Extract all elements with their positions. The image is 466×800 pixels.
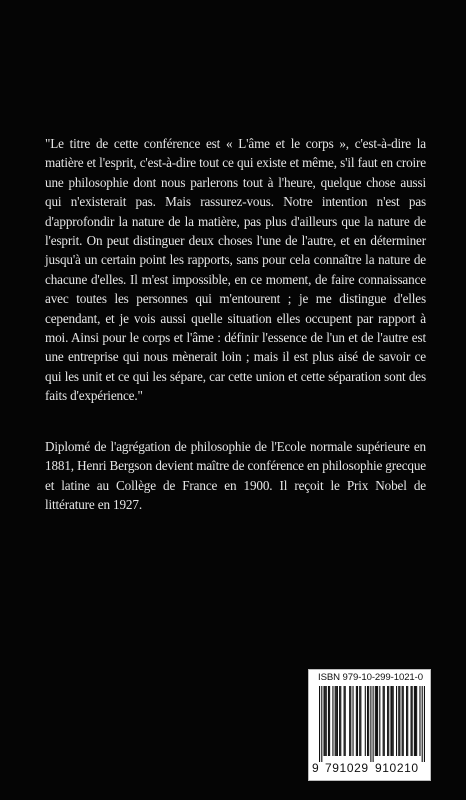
barcode-guard-bar xyxy=(319,686,320,762)
barcode-guard-bar xyxy=(373,686,374,762)
barcode-bar xyxy=(396,686,397,756)
barcode-bar xyxy=(360,686,361,756)
barcode-bar xyxy=(387,686,388,756)
barcode-bar xyxy=(325,686,326,756)
author-bio: Diplomé de l'agrégation de philosophie de l'Ecole normale supérieure en 1881, Henri Bergson devient maître de conférence en philosophie grecque et latine au Collège de France en 1900. Il reçoit le Prix Nobel de littérature en 1927. xyxy=(45,439,426,513)
barcode-bar xyxy=(323,686,324,756)
barcode-guard-bar xyxy=(424,686,425,762)
barcode-bar xyxy=(392,686,393,756)
barcode-bar xyxy=(416,686,417,756)
barcode-bar xyxy=(388,686,389,756)
barcode-bar xyxy=(384,686,385,756)
barcode-bar xyxy=(328,686,329,756)
barcode-bar xyxy=(415,686,416,756)
barcode-bar xyxy=(367,686,368,756)
barcode-bar xyxy=(336,686,337,756)
barcode-bars xyxy=(319,686,425,762)
barcode-guard-bar xyxy=(422,686,423,762)
barcode-bar xyxy=(399,686,400,756)
barcode-digits-left: 791029 xyxy=(325,761,369,775)
barcode-bar xyxy=(365,686,366,756)
barcode-bar xyxy=(340,686,341,756)
barcode-bar xyxy=(414,686,415,756)
barcode-bar xyxy=(419,686,420,756)
barcode-bar xyxy=(412,686,413,756)
isbn-label: ISBN 979-10-299-1021-0 xyxy=(318,672,423,683)
barcode-bar xyxy=(332,686,333,756)
barcode-digit-first: 9 xyxy=(312,761,320,775)
barcode-bar xyxy=(350,686,351,756)
barcode-bar xyxy=(368,686,369,756)
barcode-bar xyxy=(349,686,350,756)
barcode-bar xyxy=(402,686,403,756)
isbn-barcode xyxy=(308,669,431,781)
barcode-bar xyxy=(352,686,353,756)
barcode-guard-bar xyxy=(321,686,322,762)
barcode-bar xyxy=(383,686,384,756)
barcode-bar xyxy=(390,686,391,756)
barcode-bar xyxy=(335,686,336,756)
barcode-digits xyxy=(309,761,430,777)
barcode-bar xyxy=(375,686,376,756)
barcode-bar xyxy=(344,686,345,756)
barcode-bar xyxy=(379,686,380,756)
barcode-bar xyxy=(398,686,399,756)
barcode-bar xyxy=(359,686,360,756)
barcode-bar xyxy=(356,686,357,756)
barcode-bar xyxy=(410,686,411,756)
excerpt-quote: "Le titre de cette conférence est « L'âme et le corps », c'est-à-dire la matière et l'esprit, c'est-à-dire tout ce qui existe et même, s'il faut en croire une philosophie dont nous parlerons tout à l'heure, quelque chose aussi qui n'existerait pas. Mais rassurez-vous. Notre intention n'est pas d'approfondir la nature de la matière, pas plus d'ailleurs que la nature de l'esprit. On peut distinguer deux choses l'une de l'autre, et en déterminer jusqu'à un certain point les rapports, sans pour cela connaître la nature de chacune d'elles. Il m'est impossible, en ce moment, de faire connaissance avec toutes les personnes qui m'entourent ; je me distingue d'elles cependant, et je vois aussi quelle situation elles occupent par rapport à moi. Ainsi pour le corps et l'âme : définir l'essence de l'un et de l'autre est une entreprise qui nous mènerait loin ; mais il est plus aisé de savoir ce qui les unit et ce qui les sépare, car cette union et cette séparation sont des faits d'expérience." xyxy=(45,136,426,404)
barcode-bar xyxy=(339,686,340,756)
barcode-bar xyxy=(357,686,358,756)
barcode-digits-right: 910210 xyxy=(375,761,419,775)
barcode-guard-bar xyxy=(370,686,371,762)
barcode-bar xyxy=(345,686,346,756)
barcode-bar xyxy=(403,686,404,756)
barcode-bar xyxy=(393,686,394,756)
barcode-bar xyxy=(329,686,330,756)
barcode-bar xyxy=(407,686,408,756)
barcode-bar xyxy=(337,686,338,756)
barcode-bar xyxy=(326,686,327,756)
barcode-bar xyxy=(377,686,378,756)
barcode-bar xyxy=(376,686,377,756)
barcode-bar xyxy=(406,686,407,756)
